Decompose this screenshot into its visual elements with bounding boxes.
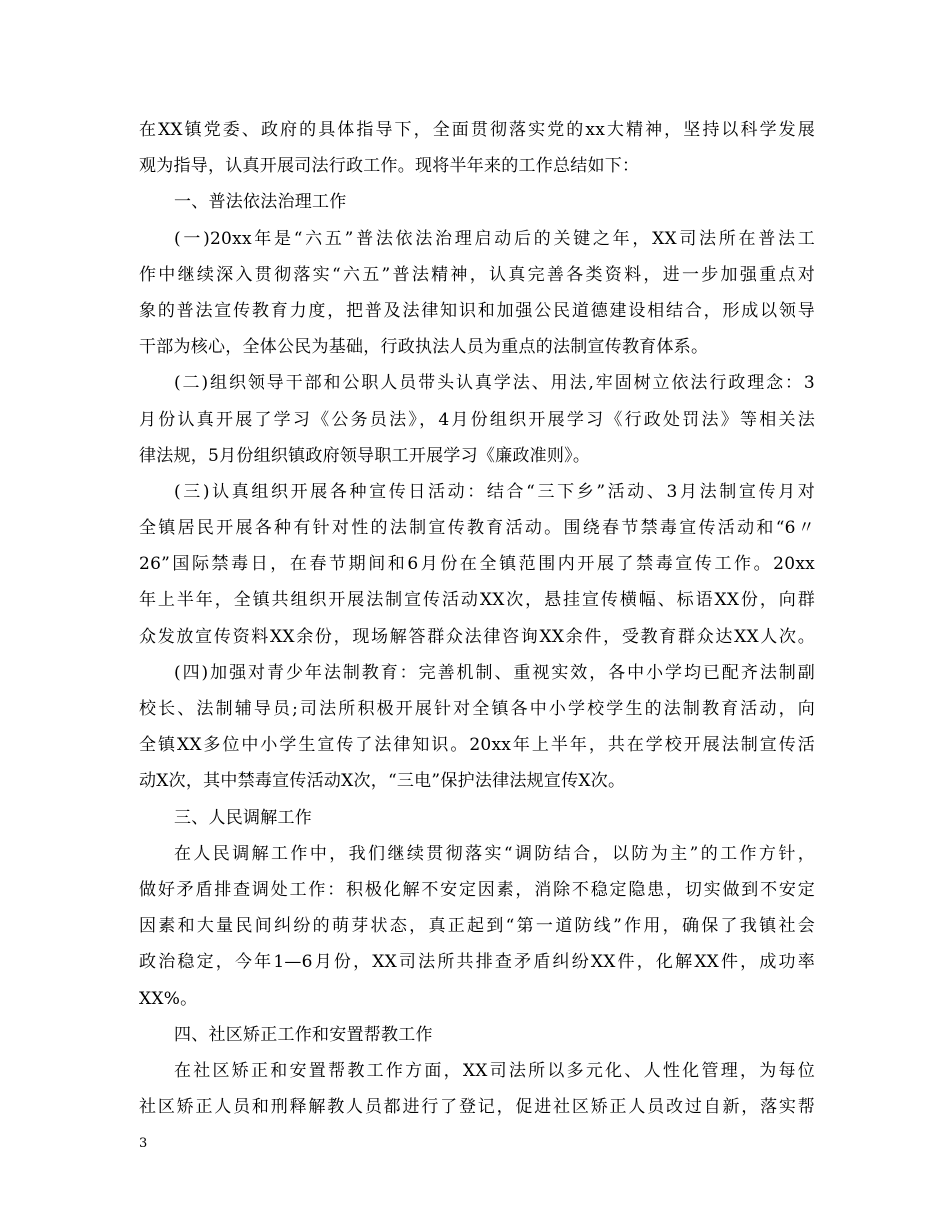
- text-line: 在社区矫正和安置帮教工作方面，XX司法所以多元化、人性化管理，为每位: [174, 1060, 815, 1081]
- document-body: [139, 112, 815, 1125]
- section-heading: 一、普法依法治理工作: [174, 192, 347, 213]
- text-line: 校长、法制辅导员;司法所积极开展针对全镇各中小学校学生的法制教育活动，向: [139, 699, 815, 719]
- text-line: (三)认真组织开展各种宣传日活动：结合“三下乡”活动、3月法制宣传月对: [174, 481, 815, 502]
- text-line: 因素和大量民间纠纷的萌芽状态，真正起到“第一道防线”作用，确保了我镇社会: [139, 916, 815, 937]
- text-line: 在人民调解工作中，我们继续贯彻落实“调防结合，以防为主”的工作方针，: [174, 843, 815, 864]
- text-line: 作中继续深入贯彻落实“六五”普法精神，认真完善各类资料，进一步加强重点对: [139, 264, 815, 285]
- text-line: 26”国际禁毒日，在春节期间和6月份在全镇范围内开展了禁毒宣传工作。20xx: [139, 554, 815, 575]
- text-line: (一)20xx年是“六五”普法依法治理启动后的关键之年，XX司法所在普法工: [174, 228, 815, 249]
- text-line: 众发放宣传资料XX余份，现场解答群众法律咨询XX余件，受教育群众达XX人次。: [139, 626, 815, 647]
- section-heading: 三、人民调解工作: [174, 807, 312, 828]
- text-line: 观为指导，认真开展司法行政工作。现将半年来的工作总结如下：: [139, 156, 640, 177]
- text-line: 律法规，5月份组织镇政府领导职工开展学习《廉政准则》。: [139, 445, 591, 466]
- text-line: 做好矛盾排查调处工作：积极化解不安定因素，消除不稳定隐患，切实做到不安定: [139, 879, 815, 900]
- page-number: 3: [139, 1136, 148, 1151]
- text-line: 年上半年，全镇共组织开展法制宣传活动XX次，悬挂宣传横幅、标语XX份，向群: [139, 590, 815, 611]
- text-line: (二)组织领导干部和公职人员带头认真学法、用法,牢固树立依法行政理念：3: [174, 373, 815, 394]
- text-line: 动X次，其中禁毒宣传活动X次，“三电”保护法律法规宣传X次。: [139, 771, 626, 792]
- section-heading: 四、社区矫正工作和安置帮教工作: [174, 1024, 433, 1045]
- text-line: 全镇XX多位中小学生宣传了法律知识。20xx年上半年，共在学校开展法制宣传活: [139, 735, 815, 756]
- text-line: 政治稳定，今年1—6月份，XX司法所共排查矛盾纠纷XX件，化解XX件，成功率: [139, 952, 815, 973]
- text-line: 象的普法宣传教育力度，把普及法律知识和加强公民道德建设相结合，形成以领导: [139, 300, 815, 321]
- text-line: (四)加强对青少年法制教育：完善机制、重视实效，各中小学均已配齐法制副: [174, 662, 815, 683]
- text-line: XX%。: [139, 988, 198, 1009]
- text-line: 月份认真开展了学习《公务员法》，4月份组织开展学习《行政处罚法》等相关法: [139, 409, 815, 430]
- text-line: 在XX镇党委、政府的具体指导下，全面贯彻落实党的xx大精神，坚持以科学发展: [139, 120, 815, 140]
- text-line: 社区矫正人员和刑释解教人员都进行了登记，促进社区矫正人员改过自新，落实帮: [139, 1097, 815, 1118]
- text-line: 干部为核心，全体公民为基础，行政执法人员为重点的法制宣传教育体系。: [139, 337, 709, 358]
- text-line: 全镇居民开展各种有针对性的法制宣传教育活动。围绕春节禁毒宣传活动和“6〃: [139, 518, 815, 539]
